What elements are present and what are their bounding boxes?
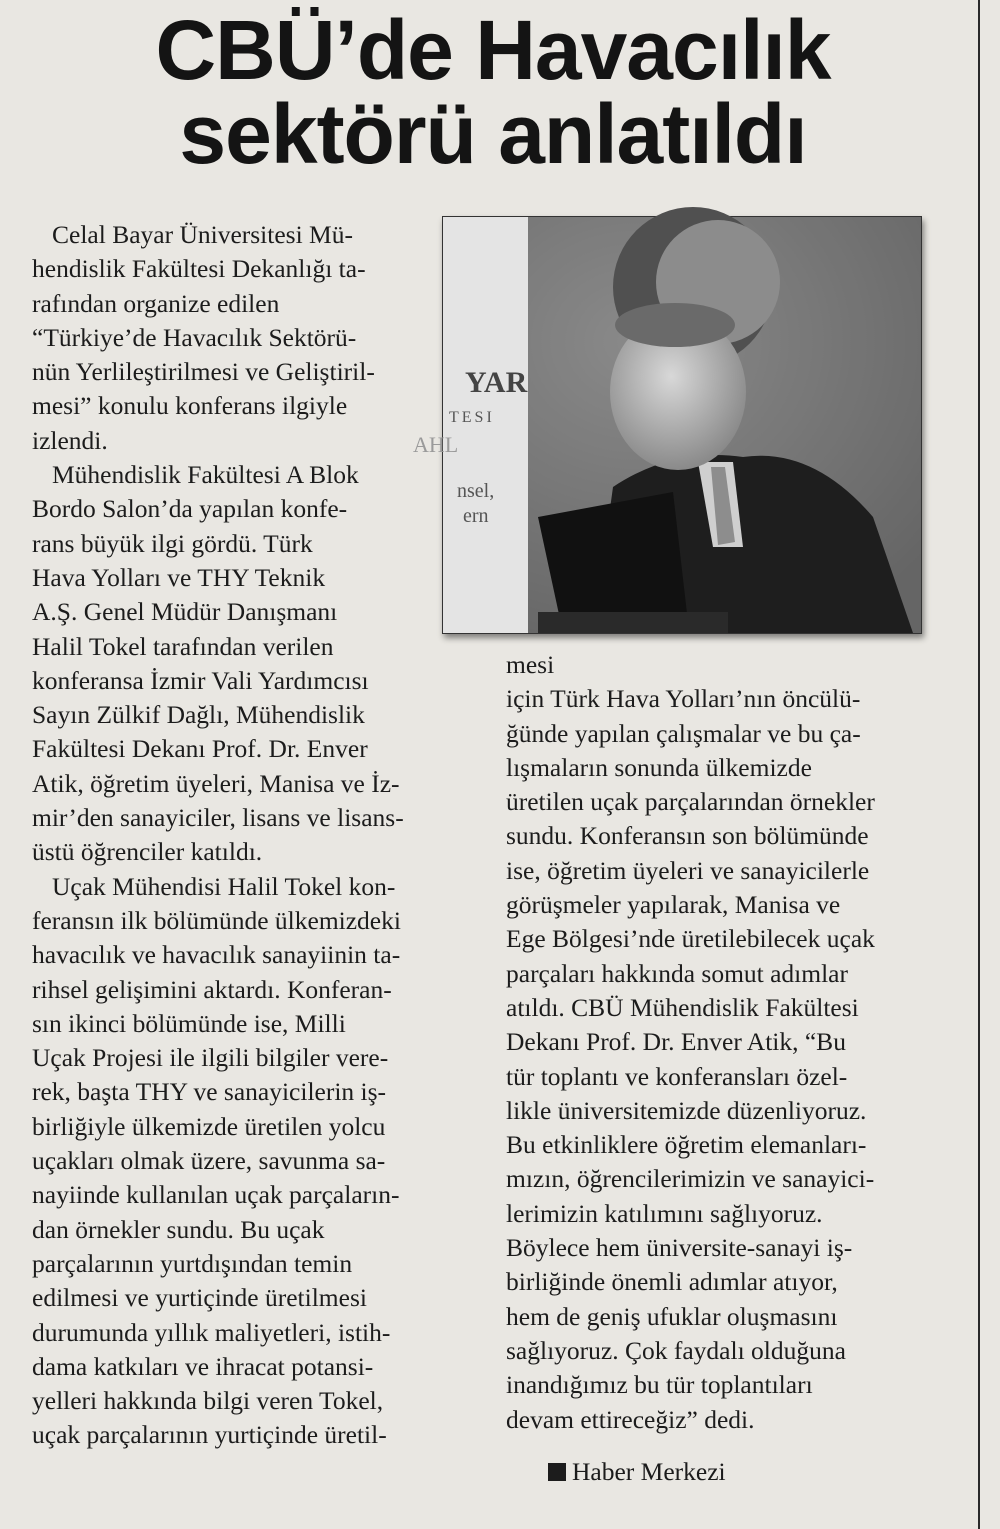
text-line: A.Ş. Genel Müdür Danışmanı xyxy=(32,597,338,627)
text-line: Dekanı Prof. Dr. Enver Atik, “Bu xyxy=(506,1027,846,1057)
paragraph-4 xyxy=(506,648,946,1437)
paragraph-3 xyxy=(32,870,472,1453)
text-line: yelleri hakkında bilgi veren Tokel, xyxy=(32,1386,384,1416)
left-text-column xyxy=(32,218,472,1453)
text-line: Mühendislik Fakültesi A Blok xyxy=(52,460,359,490)
text-line: Hava Yolları ve THY Teknik xyxy=(32,562,326,592)
text-line: uçakları olmak üzere, savunma sa- xyxy=(32,1146,386,1176)
text-line: Sayın Zülkif Dağlı, Mühendislik xyxy=(32,700,365,730)
text-line: görüşmeler yapılarak, Manisa ve xyxy=(506,890,841,920)
text-line: dama katkıları ve ihracat potansi- xyxy=(32,1351,374,1381)
text-line: dan örnekler sundu. Bu uçak xyxy=(32,1214,325,1244)
text-line: rafından organize edilen xyxy=(32,288,280,318)
text-line: mir’den sanayiciler, lisans ve lisans- xyxy=(32,803,404,833)
text-line: rans büyük ilgi gördü. Türk xyxy=(32,528,313,558)
paragraph-1 xyxy=(32,218,472,458)
headline xyxy=(28,3,958,181)
headline-line-2: sektörü anlatıldı xyxy=(179,87,807,181)
text-line: havacılık ve havacılık sanayiinin ta- xyxy=(32,940,401,970)
text-line: Halil Tokel tarafından verilen xyxy=(32,631,334,661)
text-line: Bu etkinliklere öğretim elemanları- xyxy=(506,1130,867,1160)
banner-text-1: YAR xyxy=(465,366,528,399)
headline-line-1: CBÜ’de Havacılık xyxy=(155,3,831,97)
byline-square-icon xyxy=(548,1463,566,1481)
text-line: mesi xyxy=(506,650,555,679)
byline-text: Haber Merkezi xyxy=(572,1457,726,1486)
text-line: lışmaların sonunda ülkemizde xyxy=(506,752,812,782)
text-line: rek, başta THY ve sanayicilerin iş- xyxy=(32,1077,387,1107)
paragraph-2 xyxy=(32,458,472,870)
text-line: mesi” konulu konferans ilgiyle xyxy=(32,391,348,421)
text-line: parçaları hakkında somut adımlar xyxy=(506,958,848,988)
text-line: Celal Bayar Üniversitesi Mü- xyxy=(52,220,353,249)
text-line: durumunda yıllık maliyetleri, istih- xyxy=(32,1317,391,1347)
banner-text-4: nsel, xyxy=(457,480,495,502)
text-line: hem de geniş ufuklar oluşmasını xyxy=(506,1301,838,1331)
text-line: ğünde yapılan çalışmalar ve bu ça- xyxy=(506,718,861,748)
text-line: ise, öğretim üyeleri ve sanayicilerle xyxy=(506,855,870,885)
text-line: “Türkiye’de Havacılık Sektörü- xyxy=(32,322,357,352)
text-line: Uçak Mühendisi Halil Tokel kon- xyxy=(52,871,396,901)
text-line: Atik, öğretim üyeleri, Manisa ve İz- xyxy=(32,768,400,798)
right-text-column xyxy=(506,648,946,1437)
text-line: Fakültesi Dekanı Prof. Dr. Enver xyxy=(32,734,368,764)
banner-text-2: TESI xyxy=(449,409,495,426)
text-line: sağlıyoruz. Çok faydalı olduğuna xyxy=(506,1335,846,1365)
text-line: edilmesi ve yurtiçinde üretilmesi xyxy=(32,1283,367,1313)
text-line: tür toplantı ve konferansları özel- xyxy=(506,1061,848,1091)
text-line: izlendi. xyxy=(32,425,108,455)
text-line: rihsel gelişimini aktardı. Konferan- xyxy=(32,974,392,1004)
text-line: birliğinde önemli adımlar atıyor, xyxy=(506,1267,838,1297)
text-line: birliğiyle ülkemizde üretilen yolcu xyxy=(32,1111,386,1141)
text-line: Ege Bölgesi’nde üretilebilecek uçak xyxy=(506,924,875,954)
speaker-photo-illustration xyxy=(413,217,921,633)
text-line: hendislik Fakültesi Dekanlığı ta- xyxy=(32,254,366,284)
text-line: Bordo Salon’da yapılan konfe- xyxy=(32,494,348,524)
text-line: atıldı. CBÜ Mühendislik Fakültesi xyxy=(506,992,859,1022)
text-line: sın ikinci bölümünde ise, Milli xyxy=(32,1008,346,1038)
text-line: lerimizin katılımını sağlıyoruz. xyxy=(506,1198,823,1228)
text-line: Böylece hem üniversite-sanayi iş- xyxy=(506,1233,853,1263)
text-line: uçak parçalarının yurtiçinde üretil- xyxy=(32,1420,387,1450)
text-line: inandığımız bu tür toplantıları xyxy=(506,1370,813,1400)
text-line: feransın ilk bölümünde ülkemizdeki xyxy=(32,905,401,935)
text-line: devam ettireceğiz” dedi. xyxy=(506,1404,755,1434)
text-line: için Türk Hava Yolları’nın öncülü- xyxy=(506,684,861,714)
text-line: mızın, öğrencilerimizin ve sanayici- xyxy=(506,1164,875,1194)
text-line: konferansa İzmir Vali Yardımcısı xyxy=(32,665,369,695)
banner-text-3: AHL xyxy=(413,432,459,457)
text-line: üstü öğrenciler katıldı. xyxy=(32,837,263,867)
text-line: nayiinde kullanılan uçak parçaların- xyxy=(32,1180,400,1210)
byline xyxy=(548,1457,726,1487)
text-line: sundu. Konferansın son bölümünde xyxy=(506,821,869,851)
text-line: Uçak Projesi ile ilgili bilgiler vere- xyxy=(32,1043,389,1073)
banner-text-5: ern xyxy=(463,505,489,527)
text-line: üretilen uçak parçalarından örnekler xyxy=(506,787,875,817)
text-line: likle üniversitemizde düzenliyoruz. xyxy=(506,1095,867,1125)
text-line: nün Yerlileştirilmesi ve Geliştiril- xyxy=(32,357,375,387)
article-photo xyxy=(413,216,922,634)
text-line: parçalarının yurtdışından temin xyxy=(32,1248,353,1278)
